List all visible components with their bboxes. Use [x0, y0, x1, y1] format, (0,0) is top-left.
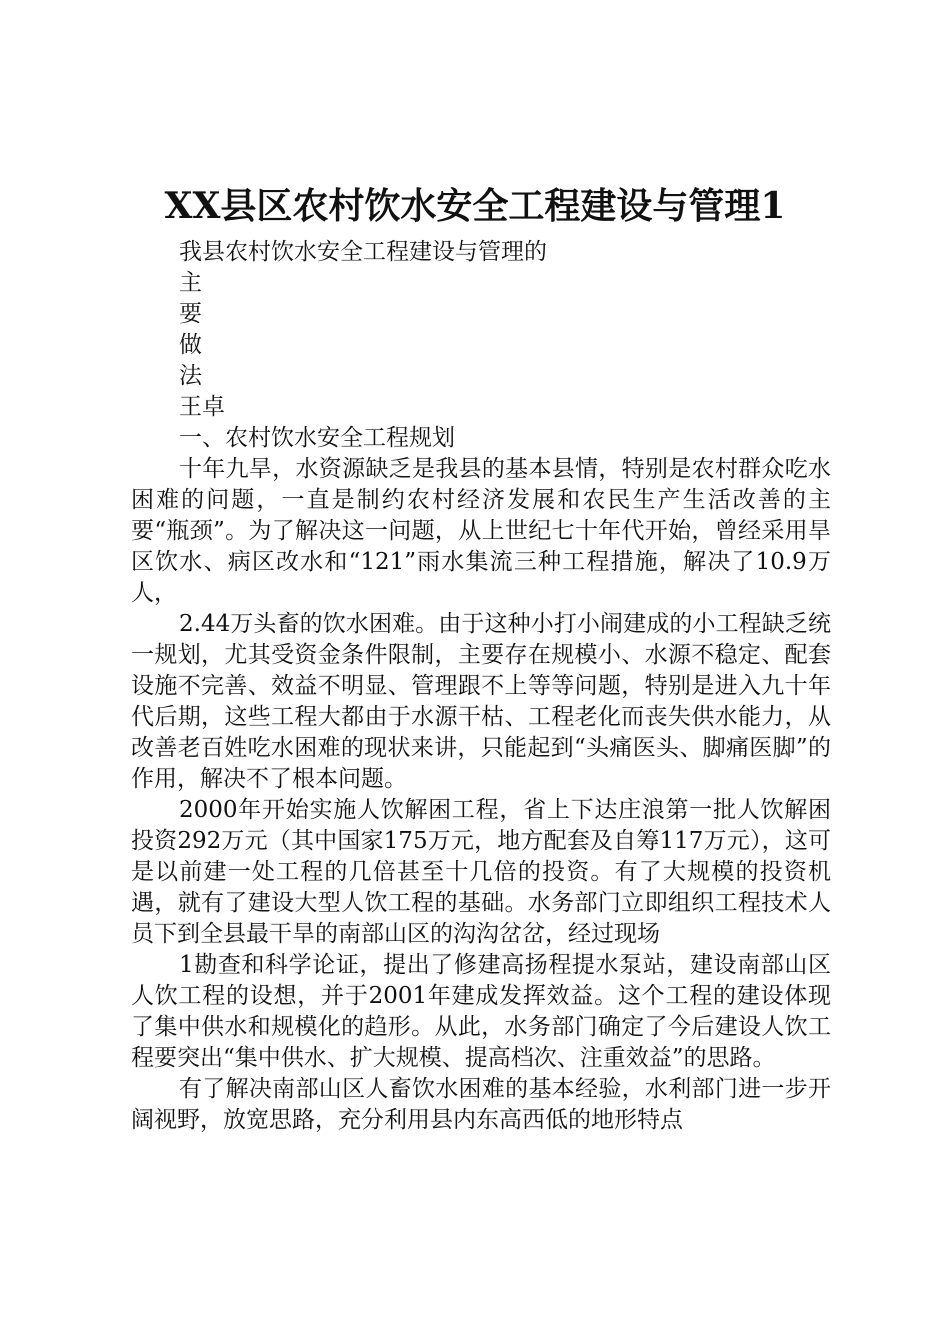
heading-line: 法 [179, 363, 202, 389]
paragraph: 十年九旱，水资源缺乏是我县的基本县情，特别是农村群众吃水困难的问题，一直是制约农村经济发展和农民生产生活改善的主要“瓶颈”。为了解决这一问题，从上世纪七十年代开始，曾经采用旱区饮水、病区改水和“121”雨水集流三种工程措施，解决了10.9万人， [131, 456, 831, 606]
document-title: XX县区农村饮水安全工程建设与管理1 [164, 185, 786, 227]
heading-line: 做 [179, 332, 202, 358]
section-title: 一、农村饮水安全工程规划 [179, 425, 455, 451]
paragraph: 2.44万头畜的饮水困难。由于这种小打小闹建成的小工程缺乏统一规划，尤其受资金条件限制，主要存在规模小、水源不稳定、配套设施不完善、效益不明显、管理跟不上等等问题，特别是进入九十年代后期，这些工程大都由于水源干枯、工程老化而丧失供水能力，从改善老百姓吃水困难的现状来讲，只能起到“头痛医头、脚痛医脚”的作用，解决不了根本问题。 [131, 611, 831, 792]
paragraph: 2000年开始实施人饮解困工程，省上下达庄浪第一批人饮解困投资292万元（其中国家175万元，地方配套及自筹117万元），这可是以前建一处工程的几倍甚至十几倍的投资。有了大规模的投资机遇，就有了建设大型人饮工程的基础。水务部门立即组织工程技术人员下到全县最干旱的南部山区的沟沟岔岔，经过现场 [131, 797, 831, 947]
paragraph: 1勘查和科学论证，提出了修建高扬程提水泵站，建设南部山区人饮工程的设想，并于2001年建成发挥效益。这个工程的建设体现了集中供水和规模化的趋形。从此，水务部门确定了今后建设人饮工程要突出“集中供水、扩大规模、提高档次、注重效益”的思路。 [131, 952, 831, 1071]
heading-line: 要 [179, 301, 202, 327]
heading-line: 我县农村饮水安全工程建设与管理的 [179, 239, 547, 265]
author-name: 王卓 [179, 394, 225, 420]
document-body [131, 237, 831, 1136]
paragraph: 有了解决南部山区人畜饮水困难的基本经验，水利部门进一步开阔视野，放宽思路，充分利用县内东高西低的地形特点 [131, 1076, 831, 1133]
heading-line: 主 [179, 270, 202, 296]
